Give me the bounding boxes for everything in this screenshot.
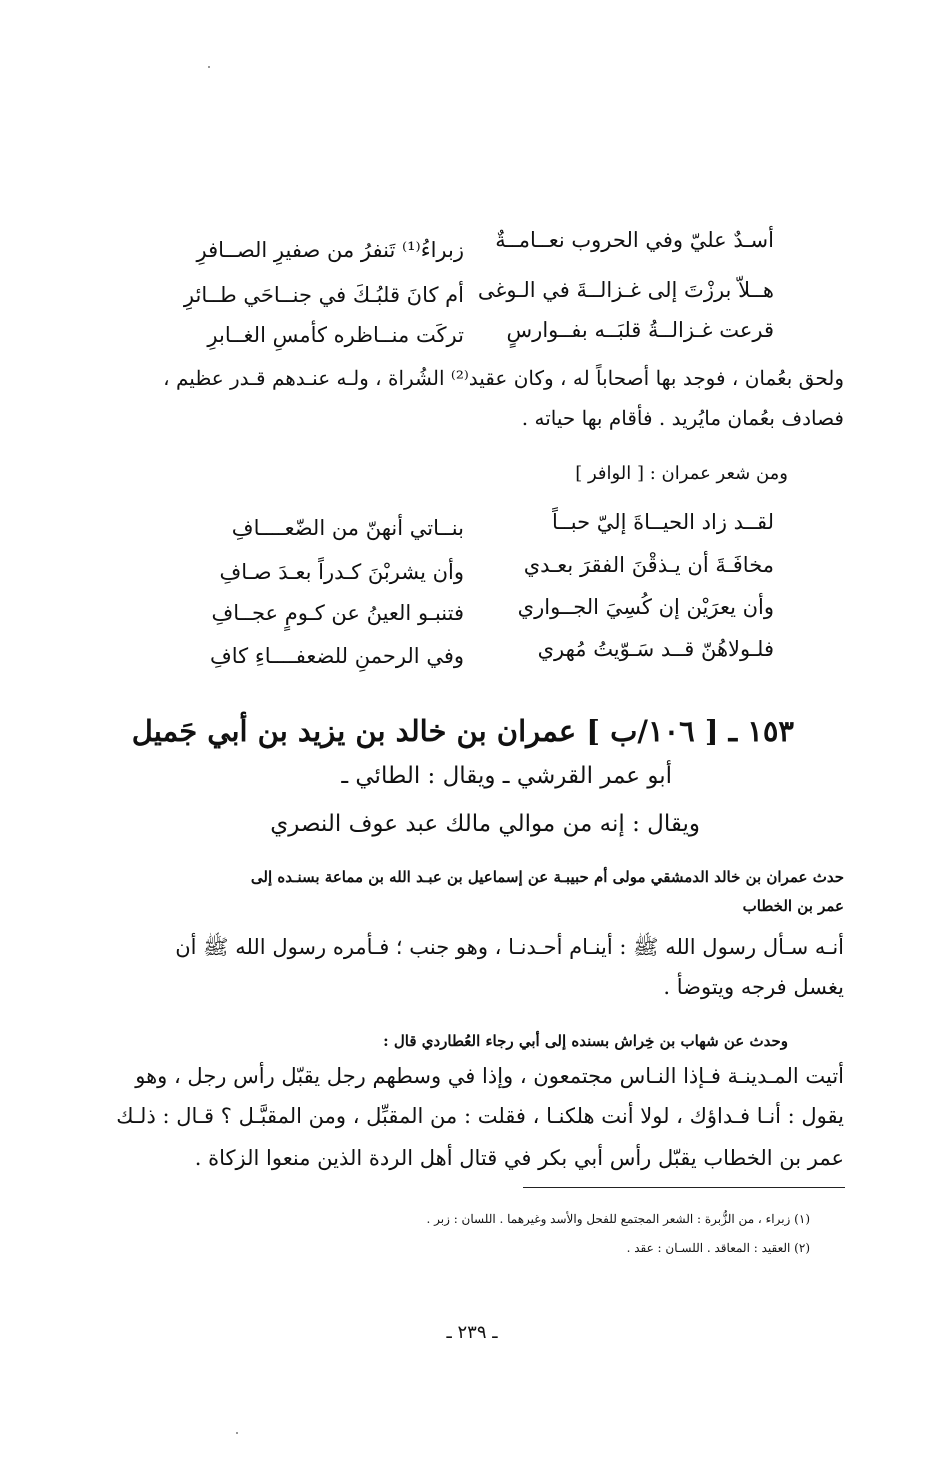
poem-1-verse-2-second-hemistich: أم كانَ قلبُـكَ في جنــاحَي طــائرِ xyxy=(183,283,464,307)
poem-2-verse-3-second-hemistich: فتنبـو العينُ عن كـومٍ عجــافِ xyxy=(211,601,464,625)
entry-heading: ١٥٣ ـ [ ١٠٦/ب ] عمران بن خالد بن يزيد بن أبي جَميل xyxy=(131,714,794,748)
hadith-1-text-line-2: يغسل فرجه ويتوضأ . xyxy=(663,975,844,999)
poem-2-verse-4-second-hemistich: وفي الرحمنِ للضعفــــاءِ كافِ xyxy=(210,644,464,668)
poem-2-verse-3-first-hemistich: وأن يعرَيْن إن كُسِيَ الجــواري xyxy=(517,595,774,619)
hadith-2-text-line-3: عمر بن الخطاب يقبّل رأس أبي بكر في قتال أهل الردة الذين منعوا الزكاة . xyxy=(194,1146,844,1170)
scan-speck xyxy=(208,66,210,68)
page-number: ـ ٢٣٩ ـ xyxy=(446,1322,498,1343)
hadith-2-text-line-2: يقول : أنـا فـداؤك ، لولا أنت هلكنـا ، فقلت : من المقبِّل ، ومن المقبَّـل ؟ قـال : ذلـك xyxy=(116,1104,844,1128)
scan-speck xyxy=(236,1432,238,1434)
footnote-separator xyxy=(523,1187,845,1188)
hadith-1-text-line-1: أنـه سـأل رسول الله ﷺ : أينـام أحـدنـا ، وهو جنب ؛ فـأمره رسول الله ﷺ أن xyxy=(175,935,844,959)
paragraph-1-line-1: ولحق بعُمان ، فوجد بها أصحاباً له ، وكان عقيد⁽²⁾ الشُراة ، ولـه عنـدهم قـدر عظيم ، xyxy=(163,366,844,390)
poem-1-verse-1-second-hemistich: زبراءُ⁽¹⁾ تَنفرُ من صفيرِ الصــافرِ xyxy=(196,238,464,262)
paragraph-1-line-2: فصادف بعُمان مايُريد . فأقام بها حياته . xyxy=(521,406,844,430)
poem-2-verse-1-first-hemistich: لقــد زاد الحيــاةَ إليّ حبــاً xyxy=(552,510,774,534)
hadith-1-isnad-line-1: حدث عمران بن خالد الدمشقي مولى أم حبيبـة عن إسماعيل بن عبـد الله بن مماعة بسنـده إلى xyxy=(250,868,844,886)
poem-2-verse-1-second-hemistich: بنــاتي أنهنّ من الضّعــــافِ xyxy=(231,516,464,540)
poem-2-verse-4-first-hemistich: فلـولاهُنّ قــد سَـوّيتُ مُهري xyxy=(537,637,774,661)
poem-1-verse-2-first-hemistich: هــلاّ برزْتَ إلى غـزالــةَ في الـوغى xyxy=(477,278,774,302)
poem-1-verse-1-first-hemistich: أسـدٌ عليّ وفي الحروب نعــامــةٌ xyxy=(495,228,774,252)
poem-1-verse-3-second-hemistich: تركَت منــاظره كأمسِ الغــابرِ xyxy=(207,323,464,347)
entry-subtitle-2: ويقال : إنه من موالي مالك عبد عوف النصري xyxy=(270,811,700,837)
hadith-1-isnad-line-2: عمر بن الخطاب xyxy=(742,897,844,915)
footnote-2: (٢) العقيد : المعاقد . اللسـان : عقد . xyxy=(626,1241,810,1255)
hadith-2-text-line-1: أتيت المـدينـة فـإذا النـاس مجتمعون ، وإذا في وسطهم رجل يقبّل رأس رجل ، وهو xyxy=(135,1064,844,1088)
poem-2-intro: ومن شعر عمران : [ الوافر ] xyxy=(575,463,788,484)
poem-1-verse-3-first-hemistich: قرعت غـزالــةُ قلبَــه بفــوارسٍ xyxy=(506,318,774,342)
hadith-2-isnad: وحدث عن شهاب بن خِراش بسنده إلى أبي رجاء العُطاردي قال : xyxy=(383,1032,788,1050)
footnote-1: (١) زبراء ، من الزُّبرة : الشعر المجتمع للفحل والأسد وغيرهما . اللسان : زبر . xyxy=(426,1212,810,1226)
poem-2-verse-2-first-hemistich: مخافَـةَ أن يـذقْنَ الفقرَ بعـدي xyxy=(523,553,774,577)
entry-subtitle-1: أبو عمر القرشي ـ ويقال : الطائي ـ xyxy=(341,763,672,789)
poem-2-verse-2-second-hemistich: وأن يشربْنَ كـدراً بعـدَ صـافِ xyxy=(219,560,464,584)
